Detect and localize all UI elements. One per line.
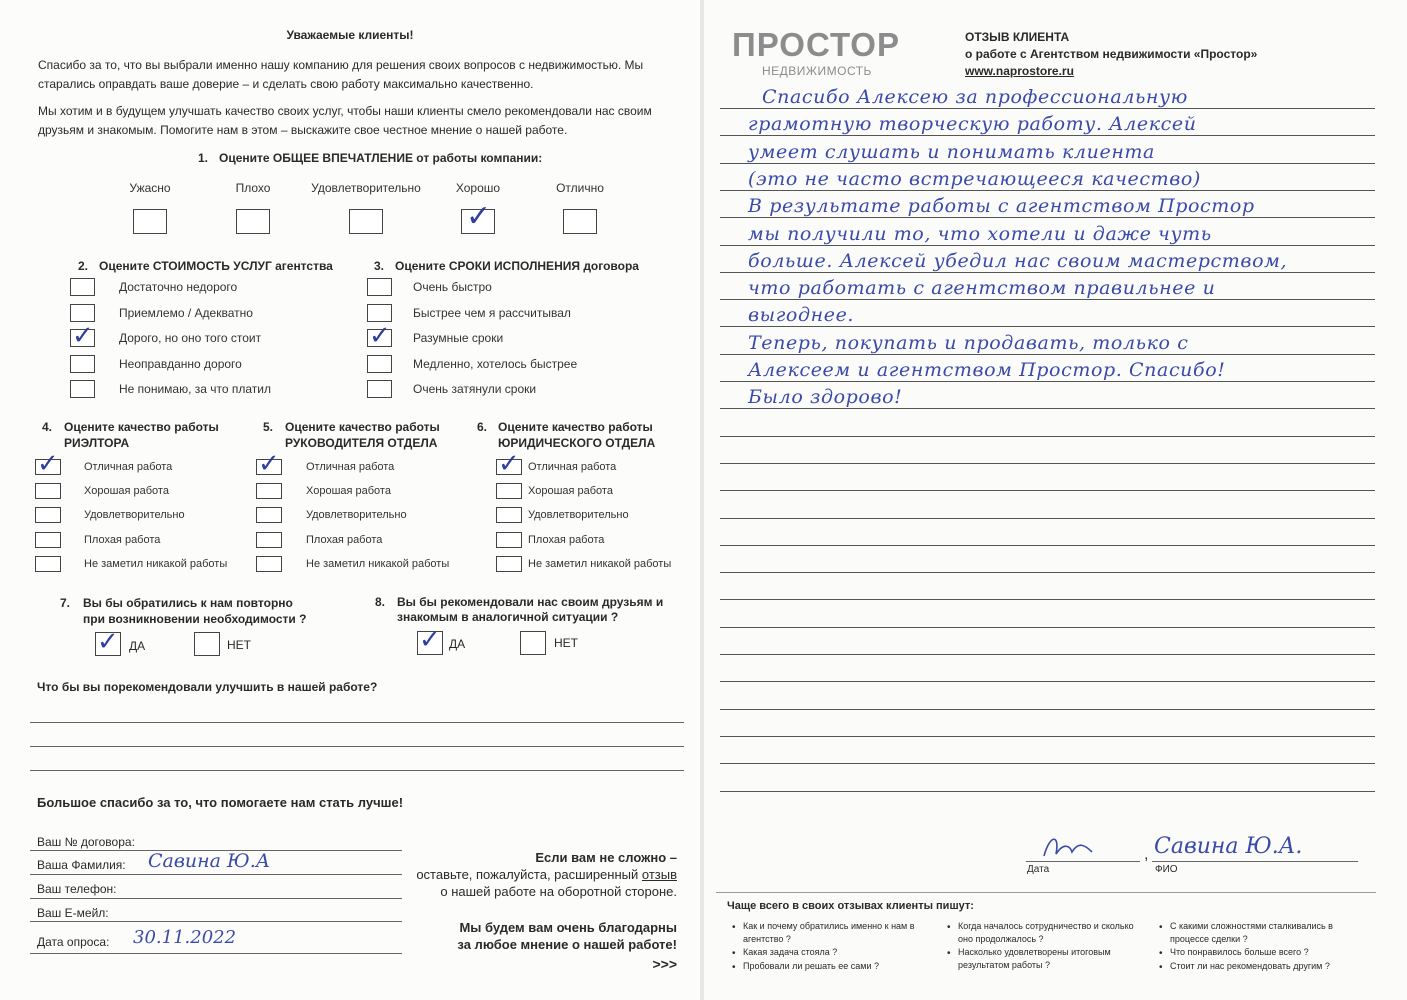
q2-option-label-4: Не понимаю, за что платил	[119, 382, 272, 396]
q7-no-label: НЕТ	[227, 638, 251, 652]
improve-line-2[interactable]	[30, 746, 684, 747]
q3-option-label-2: Разумные сроки	[413, 331, 504, 345]
q1-option-checkbox-1[interactable]	[236, 209, 270, 234]
q5-option-checkbox-1[interactable]	[256, 483, 282, 499]
review-text-line-3: (это не часто встречающееся качество)	[748, 167, 1201, 190]
q1-option-checkbox-4[interactable]	[563, 209, 597, 234]
q7-yes-checkmark: ✓	[97, 627, 119, 657]
q3-option-label-3: Медленно, хотелось быстрее	[413, 356, 578, 371]
q3-option-checkbox-0[interactable]	[367, 278, 392, 296]
review-ruled-line[interactable]	[720, 217, 1375, 218]
q5-option-checkbox-3[interactable]	[256, 532, 282, 548]
improve-line-1[interactable]	[30, 722, 684, 723]
review-ruled-line[interactable]	[720, 190, 1375, 191]
q4-option-label-2: Удовлетворительно	[84, 509, 185, 522]
review-text-line-9: Теперь, покупать и продавать, только с	[748, 331, 1189, 354]
q4-option-label-1: Хорошая работа	[84, 485, 169, 498]
q1-option-checkbox-0[interactable]	[133, 209, 167, 234]
tips_col2-bullet-0: •	[947, 922, 951, 933]
review-ruled-line[interactable]	[720, 490, 1375, 491]
q3-option-checkbox-1[interactable]	[367, 304, 392, 322]
review-ruled-line[interactable]	[720, 408, 1375, 409]
q6-option-checkbox-1[interactable]	[496, 483, 522, 499]
review-ruled-line[interactable]	[720, 572, 1375, 573]
q1-option-label-4: Отлично	[556, 181, 604, 195]
review-ruled-line[interactable]	[720, 763, 1375, 764]
review-page	[704, 0, 1407, 1000]
review-ruled-line[interactable]	[720, 163, 1375, 164]
q6-option-label-4: Не заметил никакой работы	[528, 557, 672, 570]
review-ruled-line[interactable]	[720, 627, 1375, 628]
q1-checkmark: ✓	[466, 199, 492, 234]
q4-title-1: Оцените качество работы	[64, 420, 219, 434]
q5-title-2: РУКОВОДИТЕЛЯ ОТДЕЛА	[285, 436, 438, 450]
q4-option-checkbox-3[interactable]	[35, 532, 61, 548]
date-value: 30.11.2022	[133, 927, 237, 948]
q7-line-1: Вы бы обратились к нам повторно	[83, 596, 293, 610]
survey-form-page	[0, 0, 700, 1000]
q5-option-label-4: Не заметил никакой работы	[306, 557, 450, 570]
side-note-line-5: за любое мнение о нашей работе!	[457, 937, 677, 952]
tips_col3-item-1: Что понравилось больше всего ?	[1170, 947, 1309, 957]
date-caption: Дата	[1027, 864, 1050, 875]
review-ruled-line[interactable]	[720, 326, 1375, 327]
surname-label: Ваша Фамилия:	[37, 858, 126, 872]
review-text-line-8: выгоднее.	[748, 304, 855, 327]
signature-scribble	[1040, 832, 1096, 862]
q3-title: Оцените СРОКИ ИСПОЛНЕНИЯ договора	[395, 259, 639, 273]
q4-title-2: РИЭЛТОРА	[64, 436, 130, 450]
q6-option-label-2: Удовлетворительно	[528, 509, 629, 522]
date-signature-line[interactable]	[1026, 861, 1140, 862]
company-logo: ПРОСТОР	[732, 26, 900, 63]
q3-option-label-1: Быстрее чем я рассчитывал	[413, 305, 571, 320]
q2-option-checkbox-4[interactable]	[70, 380, 95, 398]
q6-number: 6.	[477, 420, 488, 434]
q5-option-label-2: Удовлетворительно	[306, 509, 407, 522]
review-ruled-line[interactable]	[720, 381, 1375, 382]
review-ruled-line[interactable]	[720, 736, 1375, 737]
q4-number: 4.	[42, 420, 53, 434]
review-ruled-line[interactable]	[720, 354, 1375, 355]
q2-number: 2.	[78, 259, 89, 273]
review-text-line-11: Было здорово!	[748, 386, 903, 409]
review-ruled-line[interactable]	[720, 681, 1375, 682]
review-link[interactable]: отзыв	[641, 867, 677, 882]
q1-option-label-2: Удовлетворительно	[311, 181, 421, 195]
review-ruled-line[interactable]	[720, 545, 1375, 546]
review-text-line-10: Алексеем и агентством Простор. Спасибо!	[748, 359, 1226, 381]
tips_col2-bullet-1: •	[947, 948, 951, 959]
intro-paragraph-1: Спасибо за то, что вы выбрали именно нашу компанию для решения своих вопросов с недвижимостью. Мы старались оправдать ваше доверие – и сделать свою работу максимально качественно.	[38, 58, 644, 91]
q6-option-checkbox-2[interactable]	[496, 507, 522, 523]
improve-question: Что бы вы порекомендовали улучшить в нашей работе?	[37, 680, 378, 694]
side-note-line-1: Если вам не сложно –	[535, 850, 677, 865]
tips_col2-item-0: Когда началось сотрудничество и сколько оно продолжалось ?	[958, 921, 1134, 944]
improve-line-3[interactable]	[30, 770, 684, 771]
q4-option-label-3: Плохая работа	[84, 533, 161, 546]
review-ruled-line[interactable]	[720, 791, 1375, 792]
review-ruled-line[interactable]	[720, 654, 1375, 655]
surname-value: Савина Ю.А	[148, 850, 271, 872]
q3-option-checkbox-4[interactable]	[367, 380, 392, 398]
review-ruled-line[interactable]	[720, 709, 1375, 710]
review-text-line-2: умеет слушать и понимать клиента	[748, 140, 1155, 163]
q3-option-checkbox-3[interactable]	[367, 355, 392, 373]
q8-no-checkbox[interactable]	[520, 631, 546, 655]
greeting-heading: Уважаемые клиенты!	[286, 28, 414, 42]
q6-option-label-1: Хорошая работа	[528, 485, 613, 498]
review-subtitle: о работе с Агентством недвижимости «Простор»	[965, 47, 1258, 61]
q5-checkmark: ✓	[258, 449, 280, 479]
q6-option-label-0: Отличная работа	[528, 461, 617, 473]
q8-number: 8.	[375, 595, 386, 609]
review-ruled-line[interactable]	[720, 272, 1375, 273]
q6-title-2: ЮРИДИЧЕСКОГО ОТДЕЛА	[498, 436, 656, 450]
tips_col1-item-0: Как и почему обратились именно к нам в агентство ?	[743, 921, 915, 944]
q4-option-checkbox-4[interactable]	[35, 556, 61, 572]
q1-option-label-3: Хорошо	[455, 181, 501, 195]
q3-option-label-4: Очень затянули сроки	[413, 382, 537, 396]
q6-option-checkbox-3[interactable]	[496, 532, 522, 548]
q6-option-label-3: Плохая работа	[528, 533, 605, 546]
tips_col3-item-0: С какими сложностями сталкивались в процессе сделки ?	[1170, 921, 1333, 944]
review-text-line-5: мы получили то, что хотели и даже чуть	[748, 222, 1212, 245]
q7-line-2: при возникновении необходимости ?	[83, 612, 307, 626]
tips_col1-bullet-0: •	[732, 922, 736, 933]
tips-divider	[716, 892, 1376, 893]
q6-option-checkbox-4[interactable]	[496, 556, 522, 572]
q8-yes-label: ДА	[449, 637, 466, 651]
signature-separator: ,	[1144, 846, 1149, 863]
q1-option-label-0: Ужасно	[129, 181, 171, 195]
surname-field[interactable]	[30, 874, 402, 875]
q5-option-label-0: Отличная работа	[306, 461, 395, 473]
q4-checkmark: ✓	[37, 449, 59, 479]
signature	[1040, 832, 1096, 868]
fio-value: Савина Ю.А.	[1154, 834, 1303, 859]
q5-option-label-3: Плохая работа	[306, 533, 383, 546]
review-title: ОТЗЫВ КЛИЕНТА	[965, 30, 1070, 44]
q8-yes-checkmark: ✓	[419, 625, 441, 655]
next-page-arrows[interactable]: >>>	[652, 956, 677, 972]
q1-title: Оцените ОБЩЕЕ ВПЕЧАТЛЕНИЕ от работы компании:	[219, 151, 543, 165]
q6-title-1: Оцените качество работы	[498, 420, 653, 434]
q1-number: 1.	[198, 151, 209, 165]
q1-option-checkbox-2[interactable]	[349, 209, 383, 234]
company-website-link[interactable]: www.naprostore.ru	[965, 64, 1074, 78]
date-field[interactable]	[30, 953, 402, 954]
q5-title-1: Оцените качество работы	[285, 420, 440, 434]
q2-option-checkbox-1[interactable]	[70, 304, 95, 322]
q2-option-label-3: Неоправданно дорого	[119, 356, 242, 371]
review-text-line-7: что работать с агентством правильнее и	[748, 277, 1216, 300]
tips_col3-bullet-0: •	[1159, 922, 1163, 933]
q3-option-label-0: Очень быстро	[413, 280, 492, 294]
contract-label: Ваш № договора:	[37, 835, 135, 849]
q5-option-checkbox-4[interactable]	[256, 556, 282, 572]
q2-option-checkbox-0[interactable]	[70, 278, 95, 296]
q4-option-checkbox-1[interactable]	[35, 483, 61, 499]
q5-number: 5.	[263, 420, 274, 434]
side-note-line-3: о нашей работе на оборотной стороне.	[440, 884, 677, 899]
q2-option-label-2: Дорого, но оно того стоит	[119, 331, 262, 345]
phone-label: Ваш телефон:	[37, 882, 117, 896]
tips_col1-item-2: Пробовали ли решать ее сами ?	[743, 961, 879, 971]
q3-checkmark: ✓	[369, 321, 391, 351]
q2-checkmark: ✓	[72, 321, 94, 351]
intro-paragraph-2: Мы хотим и в будущем улучшать качество своих услуг, чтобы наши клиенты смело рекомендовали нас своим друзьям и знакомым. Помогите нам в этом – выскажите свое честное мнение о нашей работе.	[38, 104, 652, 137]
tips_col1-bullet-1: •	[732, 948, 736, 959]
review-text-line-6: больше. Алексей убедил нас своим мастерством,	[748, 249, 1288, 272]
tips_col3-bullet-1: •	[1159, 948, 1163, 959]
q2-option-label-1: Приемлемо / Адекватно	[119, 305, 253, 320]
tips_col1-item-1: Какая задача стояла ?	[743, 947, 838, 957]
q2-option-checkbox-3[interactable]	[70, 355, 95, 373]
q3-number: 3.	[374, 259, 385, 273]
q1-option-label-1: Плохо	[235, 181, 271, 195]
review-text-line-1: грамотную творческую работу. Алексей	[748, 113, 1197, 136]
review-ruled-line[interactable]	[720, 518, 1375, 519]
review-ruled-line[interactable]	[720, 463, 1375, 464]
q8-line-1: Вы бы рекомендовали нас своим друзьям и	[397, 595, 664, 609]
phone-field[interactable]	[30, 898, 402, 899]
tips_col3-bullet-2: •	[1159, 962, 1163, 973]
review-ruled-line[interactable]	[720, 108, 1375, 109]
review-ruled-line[interactable]	[720, 299, 1375, 300]
fio-signature-line[interactable]	[1152, 861, 1358, 862]
q4-option-label-0: Отличная работа	[84, 461, 173, 473]
q7-number: 7.	[60, 596, 71, 610]
q6-checkmark: ✓	[498, 449, 520, 479]
review-ruled-line[interactable]	[720, 245, 1375, 246]
q2-title: Оцените СТОИМОСТЬ УСЛУГ агентства	[99, 259, 333, 273]
q8-no-label: НЕТ	[554, 636, 578, 650]
review-text-line-4: В результате работы с агентством Простор	[748, 195, 1255, 218]
review-ruled-line[interactable]	[720, 599, 1375, 600]
q7-yes-label: ДА	[129, 639, 146, 653]
side-note-line-2-text: оставьте, пожалуйста, расширенный	[416, 867, 639, 882]
company-logo-subtitle: НЕДВИЖИМОСТЬ	[762, 64, 872, 78]
q4-option-label-4: Не заметил никакой работы	[84, 557, 228, 570]
thanks-heading: Большое спасибо за то, что помогаете нам стать лучше!	[37, 795, 404, 810]
tips_col3-item-2: Стоит ли нас рекомендовать другим ?	[1170, 961, 1330, 971]
date-label: Дата опроса:	[37, 935, 110, 949]
review-text-line-0: Спасибо Алексею за профессиональную	[762, 86, 1188, 108]
tips_col1-bullet-2: •	[732, 962, 736, 973]
q5-option-checkbox-2[interactable]	[256, 507, 282, 523]
email-label: Ваш Е-мейл:	[37, 906, 109, 920]
q5-option-label-1: Хорошая работа	[306, 485, 391, 498]
q8-line-2: знакомым в аналогичной ситуации ?	[397, 610, 619, 624]
review-ruled-line[interactable]	[720, 436, 1375, 437]
q2-option-label-0: Достаточно недорого	[119, 280, 238, 294]
review-ruled-line[interactable]	[720, 135, 1375, 136]
q4-option-checkbox-2[interactable]	[35, 507, 61, 523]
email-field[interactable]	[30, 921, 402, 922]
q7-no-checkbox[interactable]	[194, 632, 220, 656]
fio-caption: ФИО	[1155, 864, 1178, 875]
side-note-line-2	[416, 867, 677, 882]
tips_col2-item-1: Насколько удовлетворены итоговым результатом работы ?	[958, 947, 1111, 970]
tips-title: Чаще всего в своих отзывах клиенты пишут:	[727, 900, 974, 912]
side-note-line-4: Мы будем вам очень благодарны	[459, 920, 677, 935]
